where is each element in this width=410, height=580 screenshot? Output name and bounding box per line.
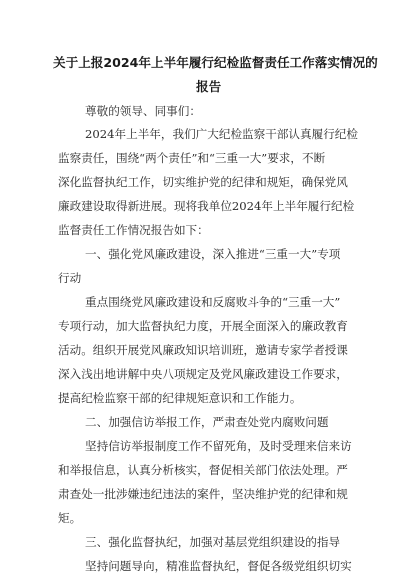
document-title-line-2: 报告 bbox=[196, 79, 222, 94]
section-1-line: 专项行动，加大监督执纪力度，开展全面深入的廉政教育 bbox=[58, 319, 348, 333]
greeting: 尊敬的领导、同事们： bbox=[85, 104, 201, 118]
section-1-line: 深入浅出地讲解中央八项规定及党风廉政建设工作要求， bbox=[58, 367, 348, 381]
section-1-line: 提高纪检监察干部的纪律规矩意识和工作能力。 bbox=[58, 391, 302, 405]
intro-line: 廉政建设取得新进展。现将我单位2024年上半年履行纪检 bbox=[58, 199, 355, 213]
intro-line: 2024年上半年，我们广大纪检监察干部认真履行纪检 bbox=[85, 127, 358, 141]
section-1-heading: 一、强化党风廉政建设，深入推进“三重一大”专项 bbox=[85, 247, 341, 261]
section-1-line: 重点围绕党风廉政建设和反腐败斗争的“三重一大” bbox=[85, 295, 341, 309]
section-1-heading: 行动 bbox=[58, 271, 82, 285]
section-2-line: 坚持信访举报制度工作不留死角，及时受理来信来访 bbox=[85, 439, 352, 453]
section-2-line: 肃查处一批涉嫌违纪违法的案件，坚决维护党的纪律和规 bbox=[58, 487, 348, 501]
section-1-line: 活动。组织开展党风廉政知识培训班，邀请专家学者授课 bbox=[58, 343, 348, 357]
section-2-heading: 二、加强信访举报工作，严肃查处党内腐败问题 bbox=[85, 415, 329, 429]
section-2-line: 和举报信息，认真分析核实，督促相关部门依法处理。严 bbox=[58, 463, 348, 477]
section-3-line: 坚持问题导向，精准监督执纪，督促各级党组织切实 bbox=[85, 559, 352, 573]
section-3-heading: 三、强化监督执纪，加强对基层党组织建设的指导 bbox=[85, 535, 341, 549]
intro-line: 深化监督执纪工作，切实维护党的纪律和规矩，确保党风 bbox=[58, 175, 348, 189]
intro-line: 监察责任，围绕“两个责任”和“三重一大”要求，不断 bbox=[58, 151, 326, 165]
document-title-line-1: 关于上报2024年上半年履行纪检监督责任工作落实情况的 bbox=[53, 55, 378, 70]
section-2-line: 矩。 bbox=[58, 511, 82, 525]
intro-line: 监督责任工作情况报告如下： bbox=[58, 223, 209, 237]
